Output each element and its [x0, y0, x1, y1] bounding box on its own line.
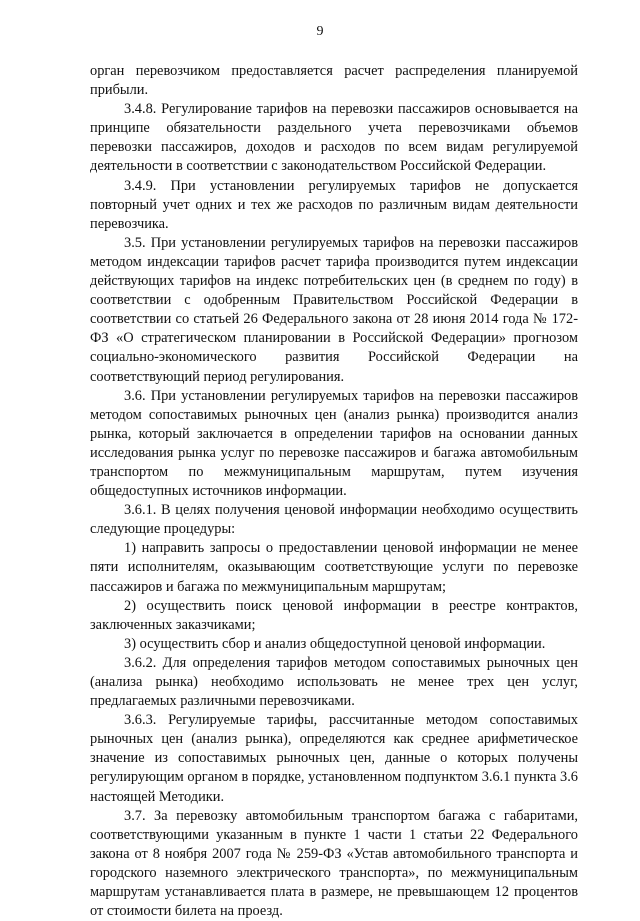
paragraph-3-6-2: 3.6.2. Для определения тарифов методом сопоставимых рыночных цен (анализа рынка) необходимо использовать не менее трех цен услуг, предлагаемых различными перевозчиками.	[90, 654, 578, 710]
paragraph-3-4-8: 3.4.8. Регулирование тарифов на перевозки пассажиров основывается на принципе обязательности раздельного учета перевозчиками объемов перевозки пассажиров, доходов и расходов по всем видам регулируемой деятельности в соответствии с законодательством Российской Федерации.	[90, 101, 578, 175]
paragraph-3-6: 3.6. При установлении регулируемых тарифов на перевозки пассажиров методом сопоставимых рыночных цен (анализ рынка) производится анализ рынка, который заключается в определении тарифов на основании данных исследования рынка услуг по перевозке пассажиров и багажа автомобильным транспортом по межмуниципальным маршрутам, путем изучения общедоступных источников информации.	[90, 387, 578, 500]
paragraph-3-5: 3.5. При установлении регулируемых тарифов на перевозки пассажиров методом индексации тарифов расчет тарифа производится путем индексации действующих тарифов на индекс потребительских цен (в среднем по году) в соответствии с одобренным Правительством Российской Федерации в соответствии со статьей 26 Федерального закона от 28 июня 2014 года № 172-ФЗ «О стратегическом планировании в Российской Федерации» прогнозом социально-экономического развития Российской Федерации на соответствующий период регулирования.	[90, 234, 578, 385]
document-body	[90, 62, 578, 921]
page-number: 9	[316, 24, 324, 39]
paragraph-continuation: орган перевозчиком предоставляется расчет распределения планируемой прибыли.	[90, 63, 578, 99]
paragraph-3-4-9: 3.4.9. При установлении регулируемых тарифов не допускается повторный учет одних и тех же расходов по различным видам деятельности перевозчика.	[90, 177, 578, 232]
list-item-3: 3) осуществить сбор и анализ общедоступной ценовой информации.	[124, 635, 546, 652]
list-item-2: 2) осуществить поиск ценовой информации в реестре контрактов, заключенных заказчиками;	[90, 597, 578, 633]
paragraph-3-7: 3.7. За перевозку автомобильным транспортом багажа с габаритами, соответствующими указанным в пункте 1 части 1 статьи 22 Федерального закона от 8 ноября 2007 года № 259-ФЗ «Устав автомобильного транспорта и городского наземного электрического транспорта», по межмуниципальным маршрутам устанавливается плата в размере, не превышающем 12 процентов от стоимости билета на проезд.	[90, 807, 578, 920]
list-item-1: 1) направить запросы о предоставлении ценовой информации не менее пяти исполнителям, оказывающим соответствующие услуги по перевозке пассажиров и багажа по межмуниципальным маршрутам;	[90, 540, 578, 595]
paragraph-3-6-1: 3.6.1. В целях получения ценовой информации необходимо осуществить следующие процедуры:	[90, 502, 578, 538]
paragraph-3-6-3: 3.6.3. Регулируемые тарифы, рассчитанные методом сопоставимых рыночных цен (анализ рынка), определяются как среднее арифметическое значение из сопоставимых рыночных цен, данные о которых получены регулирующим органом в порядке, установленном подпунктом 3.6.1 пункта 3.6 настоящей Методики.	[90, 712, 578, 805]
